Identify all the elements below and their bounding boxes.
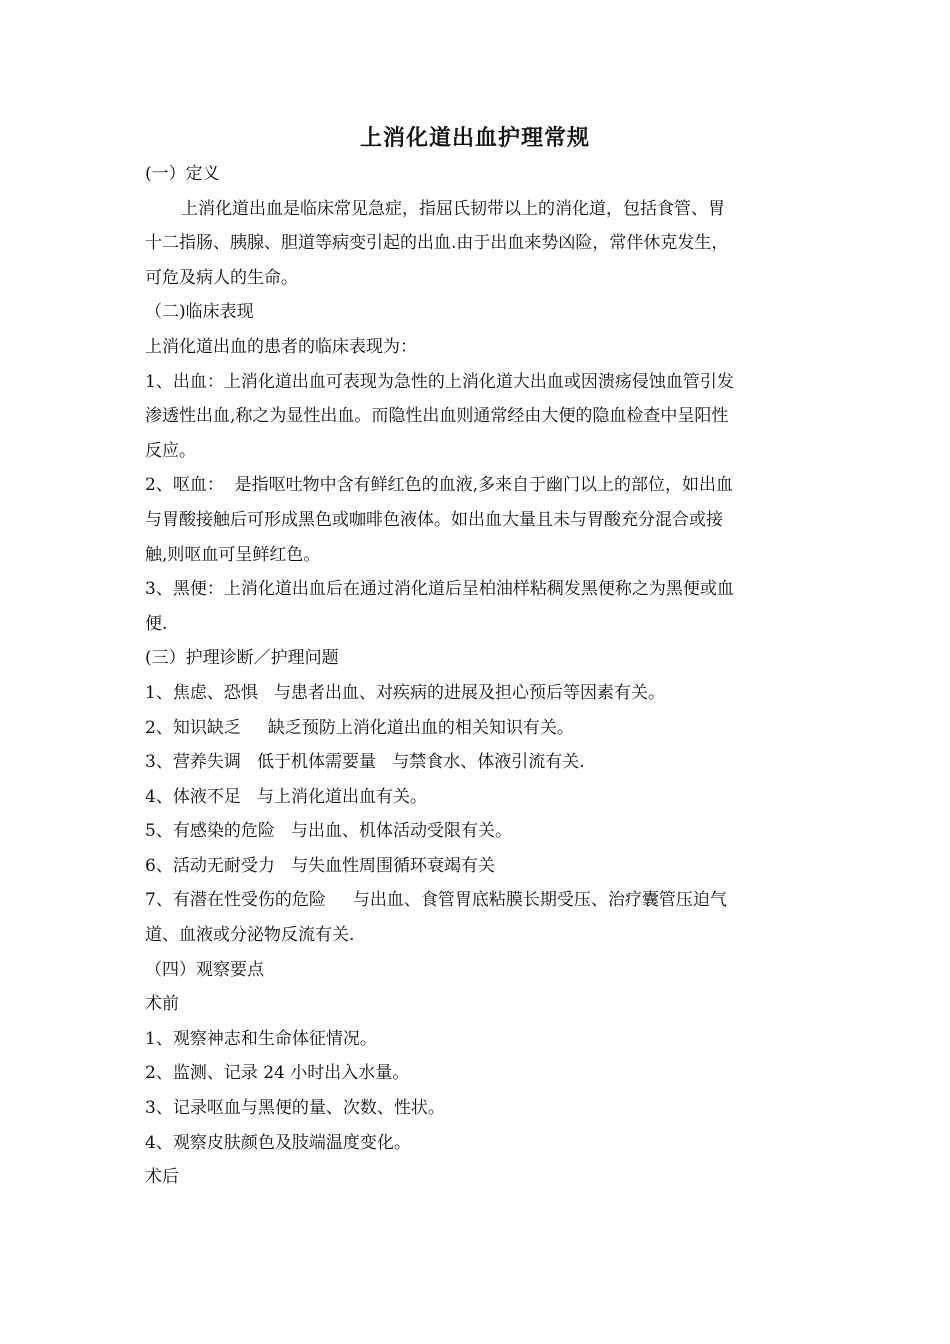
- text-line: 7、有潜在性受伤的危险 与出血、食管胃底粘膜长期受压、治疗囊管压迫气: [145, 890, 727, 911]
- text-line: 6、活动无耐受力 与失血性周围循环衰竭有关: [145, 855, 496, 876]
- text-line: 十二指肠、胰腺、胆道等病变引起的出血.由于出血来势凶险，常伴休克发生，: [145, 233, 729, 254]
- text-line: （二)临床表现: [145, 302, 254, 323]
- text-line: 3、记录呕血与黑便的量、次数、性状。: [145, 1098, 445, 1119]
- document-body: [145, 157, 811, 1195]
- document-title: 上消化道出血护理常规: [359, 125, 590, 151]
- text-line: 1、出血：上消化道出血可表现为急性的上消化道大出血或因溃疡侵蚀血管引发: [145, 371, 734, 392]
- text-line: 2、呕血： 是指呕吐物中含有鲜红色的血液,多来自于幽门以上的部位，如出血: [145, 475, 734, 496]
- text-line: (一）定义: [145, 164, 220, 184]
- text-line: 上消化道出血是临床常见急症，指屈氏韧带以上的消化道，包括食管、胃: [181, 198, 725, 219]
- text-line: 3、营养失调 低于机体需要量 与禁食水、体液引流有关.: [145, 752, 585, 773]
- text-line: 触,则呕血可呈鲜红色。: [145, 544, 321, 565]
- text-line: （四）观察要点: [145, 959, 264, 980]
- text-line: 便.: [145, 613, 168, 634]
- text-line: 反应。: [145, 440, 196, 461]
- text-line: 3、黑便：上消化道出血后在通过消化道后呈柏油样粘稠发黑便称之为黑便或血: [145, 579, 734, 600]
- text-line: 4、体液不足 与上消化道出血有关。: [145, 786, 428, 807]
- text-line: 可危及病人的生命。: [145, 267, 298, 288]
- text-line: 术后: [145, 1167, 179, 1188]
- text-line: 与胃酸接触后可形成黑色或咖啡色液体。如出血大量且未与胃酸充分混合或接: [145, 509, 723, 530]
- text-line: 5、有感染的危险 与出血、机体活动受限有关。: [145, 821, 513, 842]
- text-line: 道、血液或分泌物反流有关.: [145, 925, 355, 946]
- text-line: 1、观察神志和生命体征情况。: [145, 1028, 377, 1049]
- text-line: 2、知识缺乏 缺乏预防上消化道出血的相关知识有关。: [145, 717, 574, 738]
- text-line: 1、焦虑、恐惧 与患者出血、对疾病的进展及担心预后等因素有关。: [145, 682, 666, 703]
- text-line: 渗透性出血,称之为显性出血。而隐性出血则通常经由大便的隐血检查中呈阳性: [145, 406, 729, 427]
- text-line: 术前: [145, 994, 179, 1015]
- text-line: 2、监测、记录 24 小时出入水量。: [145, 1063, 410, 1084]
- text-line: 上消化道出血的患者的临床表现为：: [145, 336, 417, 357]
- text-line: 4、观察皮肤颜色及肢端温度变化。: [145, 1132, 411, 1153]
- text-line: (三）护理诊断／护理问题: [145, 648, 339, 669]
